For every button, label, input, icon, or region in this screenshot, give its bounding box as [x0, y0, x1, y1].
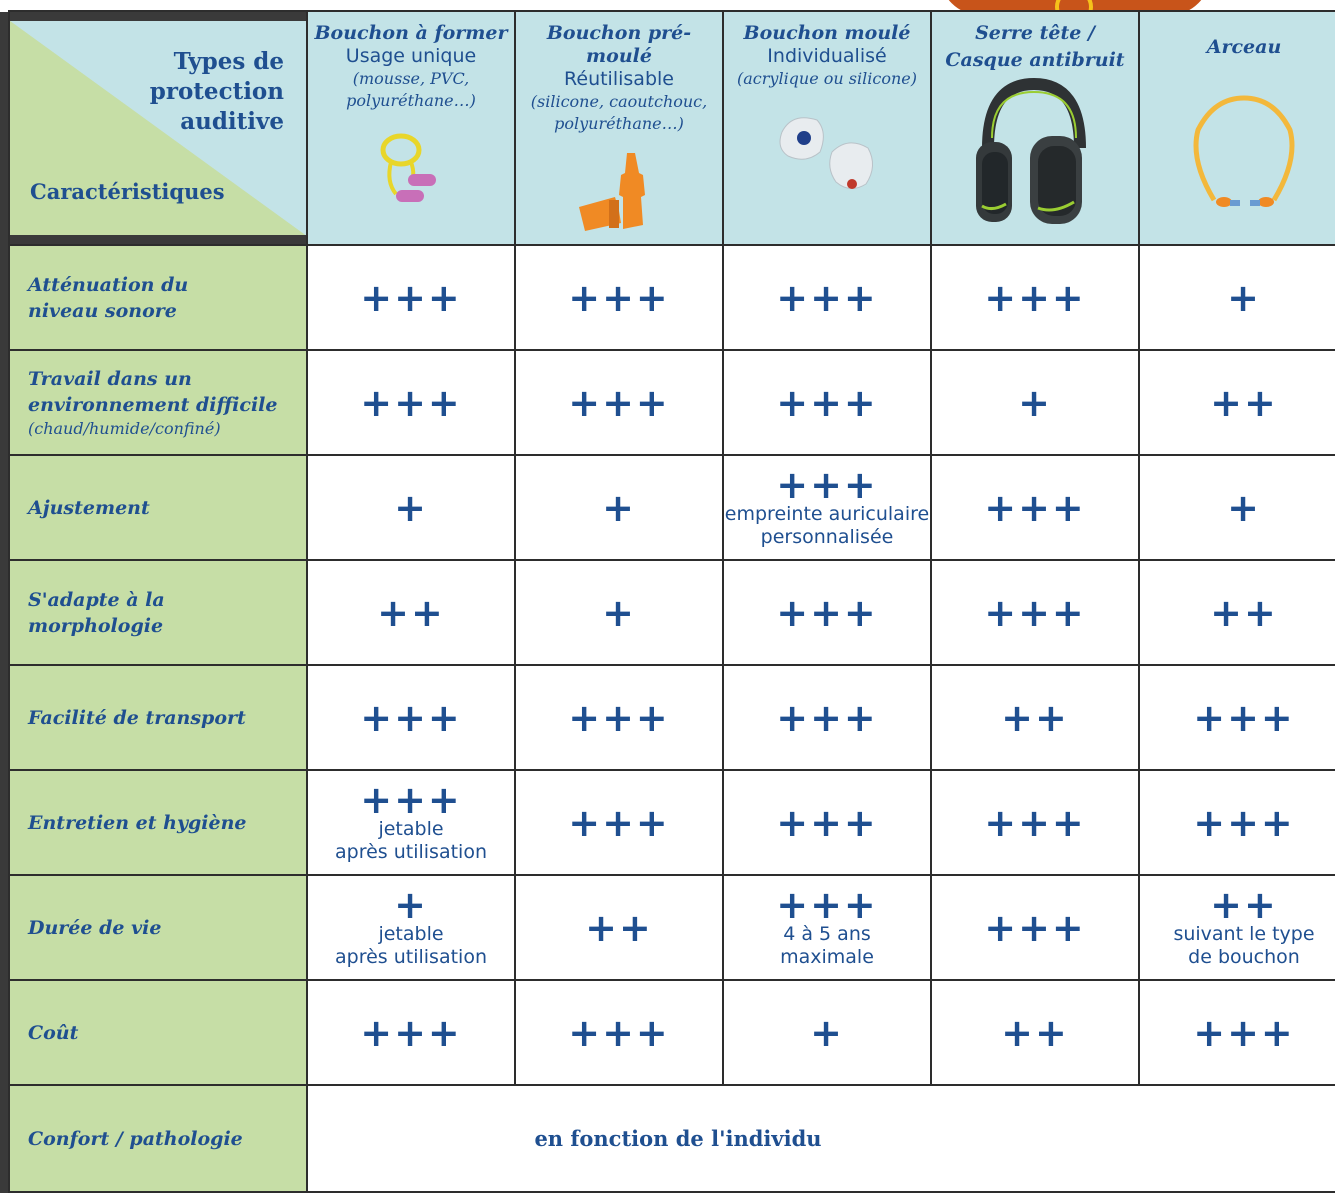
rating-value: +++: [776, 462, 878, 507]
rating-cell: [307, 875, 515, 980]
column-note: (acrylique ou silicone): [737, 69, 917, 88]
banded-earplug-icon: [1184, 90, 1304, 220]
rating-note: après utilisation: [335, 840, 487, 863]
rating-cell: [931, 770, 1139, 875]
rating-cell: [1139, 770, 1335, 875]
column-header-foam-plug: [307, 11, 515, 245]
rating-cell: [723, 245, 931, 350]
rating-cell: [931, 245, 1139, 350]
column-note: (mousse, PVC,: [352, 69, 470, 88]
merged-cell: [307, 1085, 1335, 1192]
rating-value: ++: [585, 905, 653, 950]
rating-value: +++: [984, 905, 1086, 950]
column-note: polyuréthane…): [554, 114, 684, 133]
rating-cell: [931, 350, 1139, 455]
column-subtitle: Casque antibruit: [945, 49, 1125, 71]
rating-value: +++: [776, 695, 878, 740]
rating-cell: [1139, 560, 1335, 665]
table-row: [9, 455, 1335, 560]
rating-value: +++: [984, 590, 1086, 635]
rating-value: +++: [776, 380, 878, 425]
merged-cell-text: en fonction de l'individu: [534, 1126, 822, 1151]
premolded-earplug-icon: [569, 145, 669, 240]
column-header-earmuff: [931, 11, 1139, 245]
rating-note: maximale: [780, 945, 874, 968]
rating-value: +: [1227, 275, 1261, 320]
rating-note: empreinte auriculaire: [724, 502, 930, 525]
rating-value: ++: [1210, 882, 1278, 927]
column-title: Arceau: [1206, 36, 1282, 58]
row-label: Entretien et hygiène: [9, 770, 307, 875]
table-row: [9, 980, 1335, 1085]
column-title: Bouchon moulé: [743, 22, 911, 44]
rating-cell: [307, 980, 515, 1085]
header-row: [9, 11, 1335, 245]
rating-value: +++: [568, 1010, 670, 1055]
rating-cell: [515, 980, 723, 1085]
rating-cell: [515, 770, 723, 875]
row-label: Atténuation du niveau sonore: [9, 245, 307, 350]
table-row: [9, 770, 1335, 875]
rating-value: ++: [377, 590, 445, 635]
rating-cell: [515, 560, 723, 665]
rating-cell: [307, 455, 515, 560]
rating-cell: [723, 980, 931, 1085]
rating-value: +++: [568, 800, 670, 845]
rating-cell: [931, 455, 1139, 560]
column-header-banded-plug: [1139, 11, 1335, 245]
characteristics-label: Caractéristiques: [30, 179, 225, 204]
rating-cell: [515, 350, 723, 455]
rating-cell: [307, 245, 515, 350]
rating-note: après utilisation: [335, 945, 487, 968]
rating-value: +++: [984, 275, 1086, 320]
row-label: Facilité de transport: [9, 665, 307, 770]
rating-value: +: [394, 485, 428, 530]
rating-value: ++: [1210, 590, 1278, 635]
rating-value: ++: [1210, 380, 1278, 425]
rating-value: +: [394, 882, 428, 927]
rating-cell: [1139, 455, 1335, 560]
rating-note: de bouchon: [1188, 945, 1300, 968]
rating-value: +++: [1193, 800, 1295, 845]
rating-value: +++: [568, 380, 670, 425]
row-label: Confort / pathologie: [9, 1085, 307, 1192]
table-row: [9, 350, 1335, 455]
rating-value: +: [1018, 380, 1052, 425]
rating-cell: [515, 875, 723, 980]
row-label: S'adapte à la morphologie: [9, 560, 307, 665]
rating-note: 4 à 5 ans: [783, 922, 871, 945]
rating-value: +++: [568, 275, 670, 320]
rating-cell: [723, 665, 931, 770]
rating-note: jetable: [378, 817, 444, 840]
rating-cell: [515, 245, 723, 350]
rating-cell: [1139, 350, 1335, 455]
table-row: [9, 245, 1335, 350]
rating-cell: [723, 350, 931, 455]
rating-note: suivant le type: [1173, 922, 1315, 945]
rating-value: ++: [1001, 695, 1069, 740]
rating-value: +++: [360, 1010, 462, 1055]
rating-cell: [515, 665, 723, 770]
rating-note: jetable: [378, 922, 444, 945]
rating-value: +++: [776, 800, 878, 845]
column-title: Serre tête /: [975, 22, 1095, 44]
column-note: polyuréthane…): [346, 91, 476, 110]
column-subtitle: Usage unique: [345, 45, 477, 67]
rating-value: +++: [1193, 695, 1295, 740]
foam-earplug-icon: [366, 124, 456, 214]
corner-cell: [9, 11, 307, 245]
rating-cell: [515, 455, 723, 560]
earmuff-headset-icon: [974, 78, 1094, 228]
column-header-premolded-plug: [515, 11, 723, 245]
rating-value: +++: [360, 695, 462, 740]
rating-cell: [931, 560, 1139, 665]
rating-value: +: [602, 485, 636, 530]
rating-cell: [723, 770, 931, 875]
types-label: Types de protection auditive: [149, 48, 284, 135]
rating-cell: [931, 665, 1139, 770]
column-note: (silicone, caoutchouc,: [530, 92, 708, 111]
row-label: Durée de vie: [9, 875, 307, 980]
column-subtitle: Réutilisable: [564, 68, 674, 90]
rating-cell: [1139, 875, 1335, 980]
rating-value: +++: [776, 882, 878, 927]
row-label: Ajustement: [9, 455, 307, 560]
rating-value: +++: [360, 380, 462, 425]
rating-value: +++: [776, 590, 878, 635]
rating-cell: [307, 560, 515, 665]
column-subtitle: Individualisé: [767, 45, 887, 67]
table-row-comfort: [9, 1085, 1335, 1192]
rating-value: +: [1227, 485, 1261, 530]
rating-value: +++: [984, 800, 1086, 845]
table-row: [9, 560, 1335, 665]
row-label: Travail dans un environnement difficile (chaud/humide/confiné): [9, 350, 307, 455]
rating-cell: [723, 455, 931, 560]
rating-value: +++: [984, 485, 1086, 530]
rating-value: +++: [1193, 1010, 1295, 1055]
rating-value: +++: [568, 695, 670, 740]
table-row: [9, 875, 1335, 980]
table-row: [9, 665, 1335, 770]
rating-cell: [307, 665, 515, 770]
hearing-protection-table: [8, 10, 1335, 1193]
row-label: Coût: [9, 980, 307, 1085]
rating-cell: [1139, 245, 1335, 350]
rating-value: +: [602, 590, 636, 635]
rating-cell: [723, 875, 931, 980]
rating-note: personnalisée: [760, 525, 894, 548]
rating-cell: [307, 350, 515, 455]
rating-value: +++: [360, 777, 462, 822]
rating-cell: [931, 875, 1139, 980]
rating-cell: [307, 770, 515, 875]
custom-molded-earplug-icon: [762, 102, 892, 212]
rating-cell: [1139, 665, 1335, 770]
column-title: Bouchon pré-moulé: [546, 22, 692, 67]
rating-value: +: [810, 1010, 844, 1055]
rating-value: +++: [776, 275, 878, 320]
rating-value: ++: [1001, 1010, 1069, 1055]
rating-value: +++: [360, 275, 462, 320]
column-title: Bouchon à former: [314, 22, 508, 44]
row-label-note: (chaud/humide/confiné): [28, 418, 221, 438]
rating-cell: [931, 980, 1139, 1085]
rating-cell: [1139, 980, 1335, 1085]
column-header-custom-molded-plug: [723, 11, 931, 245]
rating-cell: [723, 560, 931, 665]
